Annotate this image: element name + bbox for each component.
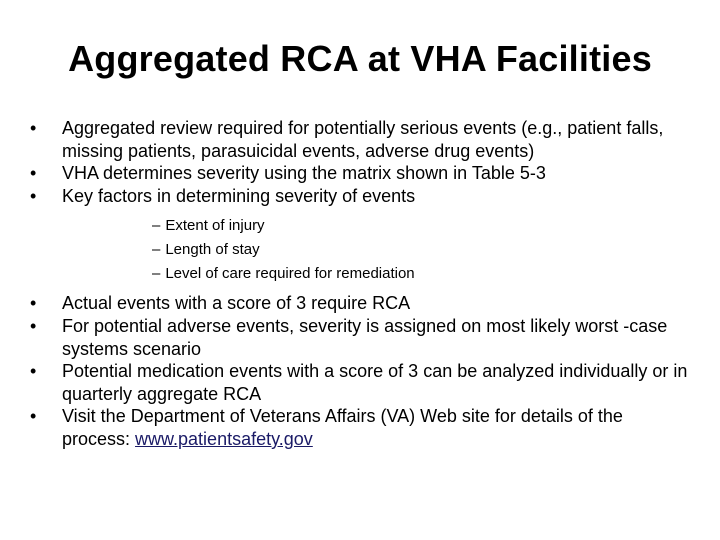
bullet-text: For potential adverse events, severity is assigned on most likely worst -case systems scenario xyxy=(62,315,668,359)
bullet-text: Aggregated review required for potentially serious events (e.g., patient falls, missing patients, parasuicidal events, adverse drug events) xyxy=(62,118,664,161)
bullet-item xyxy=(30,117,690,162)
sub-bullet-item xyxy=(62,262,690,286)
bullet-marker: • xyxy=(30,185,37,206)
patientsafety-link[interactable]: www.patientsafety.gov xyxy=(135,428,313,449)
bullet-text: Visit the Department of Veterans Affairs (VA) Web site for details of the process: xyxy=(62,406,623,449)
sub-bullet-marker: – xyxy=(152,265,161,283)
bullet-marker: • xyxy=(30,406,37,427)
bullet-item xyxy=(30,162,690,185)
bullet-marker: • xyxy=(30,315,37,336)
sub-bullet-item xyxy=(62,214,690,238)
bullet-marker: • xyxy=(30,361,37,382)
slide-title: Aggregated RCA at VHA Facilities xyxy=(68,38,652,79)
bullet-item xyxy=(30,292,690,315)
bullet-text: Potential medication events with a score of 3 can be analyzed individually or in quarterly aggregate RCA xyxy=(62,361,688,404)
bullet-marker: • xyxy=(30,118,37,138)
sub-bullet-item xyxy=(62,238,690,262)
bullet-text: VHA determines severity using the matrix shown in Table 5-3 xyxy=(62,163,546,184)
bullet-item xyxy=(30,185,690,287)
bullet-item xyxy=(30,360,690,405)
sub-bullet-marker: – xyxy=(152,241,161,259)
bullet-marker: • xyxy=(30,163,37,184)
sub-bullet-list xyxy=(62,214,690,286)
bullet-list xyxy=(30,117,690,451)
sub-bullet-text: Length of stay xyxy=(165,241,260,259)
sub-bullet-text: Extent of injury xyxy=(165,217,265,235)
bullet-item xyxy=(30,315,690,360)
bullet-marker: • xyxy=(30,293,37,314)
sub-bullet-text: Level of care required for remediation xyxy=(165,265,415,283)
bullet-text: Key factors in determining severity of events xyxy=(62,185,416,206)
bullet-item xyxy=(30,405,690,450)
bullet-text: Actual events with a score of 3 require RCA xyxy=(62,293,411,314)
sub-bullet-marker: – xyxy=(152,217,161,235)
